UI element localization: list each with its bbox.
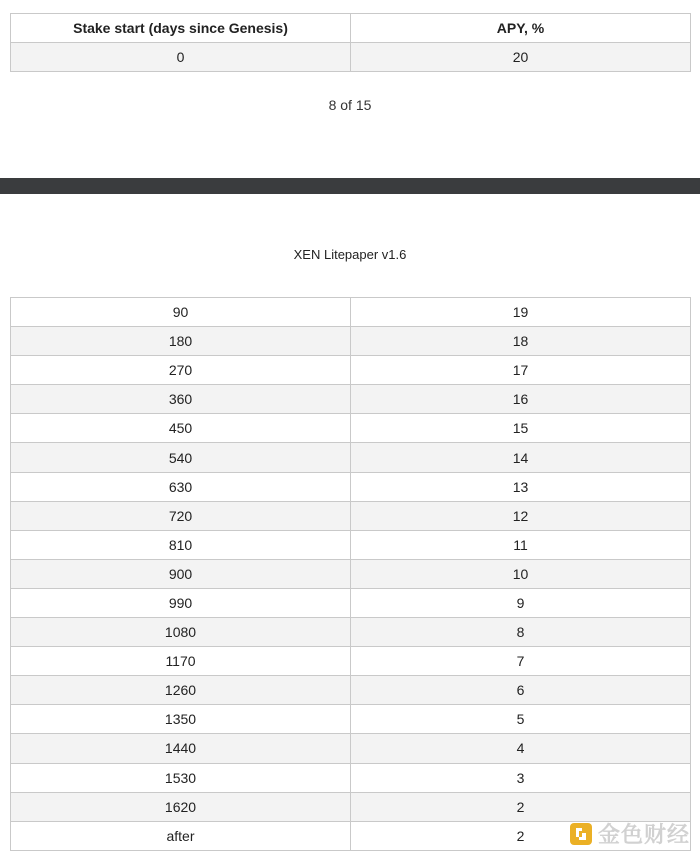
cell-apy: 18 xyxy=(351,327,691,356)
cell-apy: 11 xyxy=(351,530,691,559)
cell-stake-start: 90 xyxy=(11,298,351,327)
cell-stake-start: 1260 xyxy=(11,676,351,705)
table-row xyxy=(11,618,691,647)
cell-apy: 17 xyxy=(351,356,691,385)
cell-stake-start: 990 xyxy=(11,588,351,617)
table-row xyxy=(11,385,691,414)
page-separator xyxy=(0,178,700,194)
table-row xyxy=(11,705,691,734)
table-row xyxy=(11,43,691,72)
apy-table-continued xyxy=(10,297,691,851)
table-row xyxy=(11,792,691,821)
table-row xyxy=(11,501,691,530)
cell-apy: 8 xyxy=(351,618,691,647)
table-row xyxy=(11,763,691,792)
cell-apy: 6 xyxy=(351,676,691,705)
cell-apy: 15 xyxy=(351,414,691,443)
cell-apy: 2 xyxy=(351,792,691,821)
cell-apy: 7 xyxy=(351,647,691,676)
page-number: 8 of 15 xyxy=(328,97,372,113)
watermark xyxy=(569,818,690,849)
cell-stake-start: 1170 xyxy=(11,647,351,676)
cell-apy: 5 xyxy=(351,705,691,734)
cell-stake-start: 1440 xyxy=(11,734,351,763)
table-row xyxy=(11,588,691,617)
apy-table-top xyxy=(10,13,691,72)
table-row xyxy=(11,443,691,472)
cell-apy: 14 xyxy=(351,443,691,472)
table-row xyxy=(11,356,691,385)
table-row xyxy=(11,472,691,501)
cell-stake-start: 810 xyxy=(11,530,351,559)
table-row xyxy=(11,559,691,588)
cell-apy: 9 xyxy=(351,588,691,617)
cell-stake-start: 180 xyxy=(11,327,351,356)
cell-stake-start: 1080 xyxy=(11,618,351,647)
page-8 xyxy=(0,0,700,178)
cell-stake-start: 360 xyxy=(11,385,351,414)
cell-apy: 3 xyxy=(351,763,691,792)
cell-stake-start: 1350 xyxy=(11,705,351,734)
page-9 xyxy=(0,194,700,859)
cell-stake-start: 630 xyxy=(11,472,351,501)
table-header-row xyxy=(11,14,691,43)
cell-stake-start: 450 xyxy=(11,414,351,443)
table-row xyxy=(11,530,691,559)
cell-apy: 13 xyxy=(351,472,691,501)
table-row xyxy=(11,647,691,676)
cell-apy: 12 xyxy=(351,501,691,530)
table-row xyxy=(11,327,691,356)
cell-stake-start: after xyxy=(11,821,351,850)
cell-stake-start: 540 xyxy=(11,443,351,472)
table-row xyxy=(11,676,691,705)
cell-apy: 16 xyxy=(351,385,691,414)
document-header-title: XEN Litepaper v1.6 xyxy=(293,247,407,262)
cell-stake-start: 720 xyxy=(11,501,351,530)
cell-stake-start: 1530 xyxy=(11,763,351,792)
jinse-logo-icon xyxy=(569,822,593,846)
cell-apy: 10 xyxy=(351,559,691,588)
table-row xyxy=(11,298,691,327)
cell-apy: 19 xyxy=(351,298,691,327)
cell-stake-start: 0 xyxy=(11,43,351,72)
header-stake-start: Stake start (days since Genesis) xyxy=(11,14,351,43)
header-apy: APY, % xyxy=(351,14,691,43)
cell-stake-start: 270 xyxy=(11,356,351,385)
cell-stake-start: 1620 xyxy=(11,792,351,821)
cell-stake-start: 900 xyxy=(11,559,351,588)
cell-apy: 2 xyxy=(351,821,691,850)
cell-apy: 4 xyxy=(351,734,691,763)
cell-apy: 20 xyxy=(351,43,691,72)
table-row xyxy=(11,734,691,763)
table-row xyxy=(11,414,691,443)
watermark-text: 金色财经 xyxy=(597,823,690,848)
